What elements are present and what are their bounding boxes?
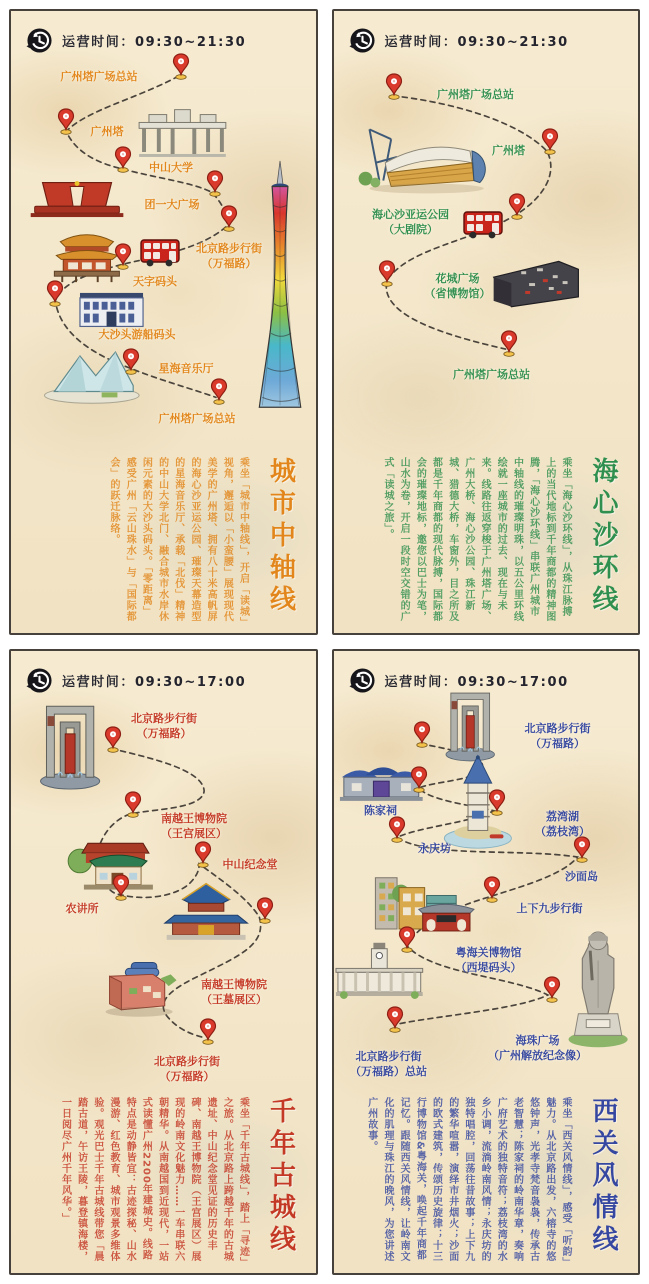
- stop-label: 中山大学: [149, 161, 193, 174]
- stop-label: 团一大广场: [144, 198, 200, 211]
- map-pin-icon: [410, 766, 428, 793]
- sun-yat-sen-university-gate-illustration: [139, 110, 226, 157]
- map-pin-icon: [199, 1018, 217, 1045]
- map-pin-icon: [378, 260, 396, 287]
- map-pin-icon: [256, 897, 274, 924]
- haixinsha-stadium-illustration: [358, 129, 485, 193]
- tianzi-pier-illustration: [54, 235, 119, 282]
- map-pin-icon: [398, 926, 416, 953]
- panel-city-axis-line: [9, 9, 318, 635]
- operating-hours: 运营时间：09:30~21:30: [62, 35, 247, 50]
- stop-label: 北京路步行街 （万福路）: [524, 722, 591, 751]
- stop-label: 广州塔广场总站: [60, 70, 138, 83]
- stop-label: 沙面岛: [565, 870, 598, 883]
- map-pin-icon: [413, 721, 431, 748]
- operating-hours: 运营时间：09:30~21:30: [384, 35, 569, 50]
- liberation-statue-illustration: [568, 932, 627, 1047]
- stop-label: 北京路步行街 （万福路）: [196, 242, 262, 271]
- route-description: 乘坐「千年古城线」，踏上「寻迹」之旅。从北京路上跨越千年的古城遗址、中山纪念堂见证的历史丰碑、南越王博物院（王宫展区）展现的岭南文化魅力……一车串联六朝精华。从南越国到近现代，一站式读懂广州2200年建城史。线路特点是动静皆宜：古迹探秘、山水漫游、红色教育、城市观景多维体验。观光巴士千年古城线带您「晨踏古道，午访王陵，暮登镇海楼，一日阅尽广州千年风华。」: [59, 1097, 249, 1263]
- red-monument-illustration: [31, 181, 124, 217]
- map-pin-icon: [122, 348, 140, 375]
- map-pin-icon: [543, 976, 561, 1003]
- panel-xiguan-flavor-line: [332, 649, 641, 1275]
- map-pin-icon: [508, 193, 526, 220]
- route-title: 城市中轴线: [265, 457, 296, 617]
- map-pin-icon: [114, 146, 132, 173]
- stop-label: 花城广场 （省博物馆）: [424, 272, 491, 301]
- clock-logo-icon: [26, 27, 53, 54]
- map-pin-icon: [220, 205, 238, 232]
- stop-label: 南越王博物院 （王墓展区）: [201, 978, 267, 1007]
- stop-label: 海心沙亚运公园 （大剧院）: [372, 208, 449, 237]
- stop-label: 广州塔广场总站: [453, 368, 530, 381]
- stop-label: 广州塔: [90, 125, 124, 138]
- clock-logo-icon: [349, 27, 376, 54]
- stop-label: 农讲所: [65, 902, 99, 915]
- stop-label: 南越王博物院 （王宫展区）: [161, 812, 227, 841]
- map-pin-icon: [385, 73, 403, 100]
- route-description: 乘坐「西关风情线」，感受「听韵」魅力。从北京路出发，六榕寺的悠悠钟声，光孝寺梵音袅袅，传承古老智慧；陈家祠的岭南华章，奏响广府艺术的独特音符；荔枝湾的水乡小调，流淌岭南风情；永庆坊的独特唱腔，回荡往昔故事；上下九的繁华喧嚣，演绎市井烟火；沙面的欧式建筑，传颂历史旋律；十三行博物馆&粤海关，唤起千年商都记忆。跟随西关风情线，让岭南文化的肌理与珠江的晚风，为您讲述广州故事。: [365, 1097, 571, 1263]
- panel-header: [349, 27, 569, 54]
- stop-label: 中山纪念堂: [222, 858, 278, 871]
- double-decker-bus-icon: [139, 237, 181, 268]
- map-pin-icon: [541, 128, 559, 155]
- route-title: 千年古城线: [265, 1097, 296, 1257]
- stop-label: 广州塔广场总站: [437, 88, 514, 101]
- map-pin-icon: [172, 53, 190, 80]
- route-info: [56, 1097, 299, 1263]
- canton-tower-illustration: [259, 161, 300, 407]
- map-pin-icon: [114, 243, 132, 270]
- clock-logo-icon: [26, 667, 53, 694]
- route-info: [379, 457, 622, 623]
- stop-label: 粤海关博物馆 （西堤码头）: [455, 946, 522, 975]
- map-pin-icon: [46, 280, 64, 307]
- map-pin-icon: [112, 874, 130, 901]
- stop-label: 天字码头: [133, 275, 177, 288]
- stop-label: 北京路步行街 （万福路）: [154, 1055, 220, 1084]
- stop-label: 北京路步行街 （万福路）: [131, 712, 197, 741]
- beijing-road-monument-illustration: [445, 693, 493, 761]
- route-info: [363, 1097, 622, 1263]
- shangxiajiu-shophouses-illustration: [375, 878, 474, 931]
- stop-label: 永庆坊: [418, 842, 451, 855]
- stop-label: 大沙头游船码头: [98, 328, 176, 341]
- map-pin-icon: [488, 789, 506, 816]
- stop-label: 北京路步行街 （万福路）总站: [350, 1050, 427, 1079]
- route-info: [105, 457, 300, 623]
- beijing-road-monument-illustration: [41, 706, 100, 789]
- clock-logo-icon: [349, 667, 376, 694]
- dashatou-wharf-building-illustration: [80, 293, 143, 327]
- nanyue-king-tomb-museum-illustration: [106, 962, 177, 1016]
- map-pin-icon: [500, 330, 518, 357]
- route-title: 西关风情线: [588, 1097, 618, 1257]
- nanyue-palace-museum-illustration: [68, 843, 153, 889]
- stop-label: 广州塔: [492, 144, 525, 157]
- operating-hours: 运营时间：09:30~17:00: [62, 675, 247, 690]
- route-description: 乘坐「海心沙环线」，从珠江脉搏上的当代地标到千年商都的精神图腾，「海心沙环线」串联广州城市中轴线的璀璨明珠，以五公里环线绘就一座城市的过去、现在与未来。线路往返穿梭于广州塔广场、广州大桥、海心沙公园、珠江新城、猎德大桥，车窗外，目之所及都是千年商都的现代脉搏，国际都会的璀璨地标，邀您以巴士为笔，山水为卷，开启一段时空交错的广式「读城之旅」。: [381, 457, 571, 622]
- map-pin-icon: [573, 836, 591, 863]
- route-title: 海心沙环线: [588, 457, 618, 617]
- stop-label: 陈家祠: [364, 804, 397, 817]
- panel-header: [26, 667, 246, 694]
- route-description: 乘坐「城市中轴线」，开启「读城」视角，邂逅以「小蛮腰」展现现代美学的广州塔、拥有八十米高帆屏的海心沙亚运公园、璀璨天幕造型的星海音乐厅、承载「北伐」精神的中山大学北门、融合城市水岸休闲元素的大沙头码头。「零距离」感受广州「云山珠水」与「国际都会」的跃迁脉络。: [108, 457, 249, 623]
- stop-label: 荔湾湖 （荔枝湾）: [535, 810, 590, 839]
- map-pin-icon: [483, 876, 501, 903]
- map-pin-icon: [57, 108, 75, 135]
- map-pin-icon: [388, 816, 406, 843]
- operating-hours: 运营时间：09:30~17:00: [384, 675, 569, 690]
- stop-label: 海珠广场 （广州解放纪念像）: [488, 1034, 587, 1063]
- map-pin-icon: [210, 378, 228, 405]
- panel-header: [26, 27, 246, 54]
- panel-ancient-city-line: [9, 649, 318, 1275]
- provincial-museum-illustration: [493, 261, 578, 306]
- map-pin-icon: [386, 1006, 404, 1033]
- stop-label: 广州塔广场总站: [158, 412, 236, 425]
- panel-header: [349, 667, 569, 694]
- stop-label: 星海音乐厅: [158, 362, 214, 375]
- map-pin-icon: [206, 170, 224, 197]
- stop-label: 上下九步行街: [516, 902, 583, 915]
- panel-haixinsha-loop-line: [332, 9, 641, 635]
